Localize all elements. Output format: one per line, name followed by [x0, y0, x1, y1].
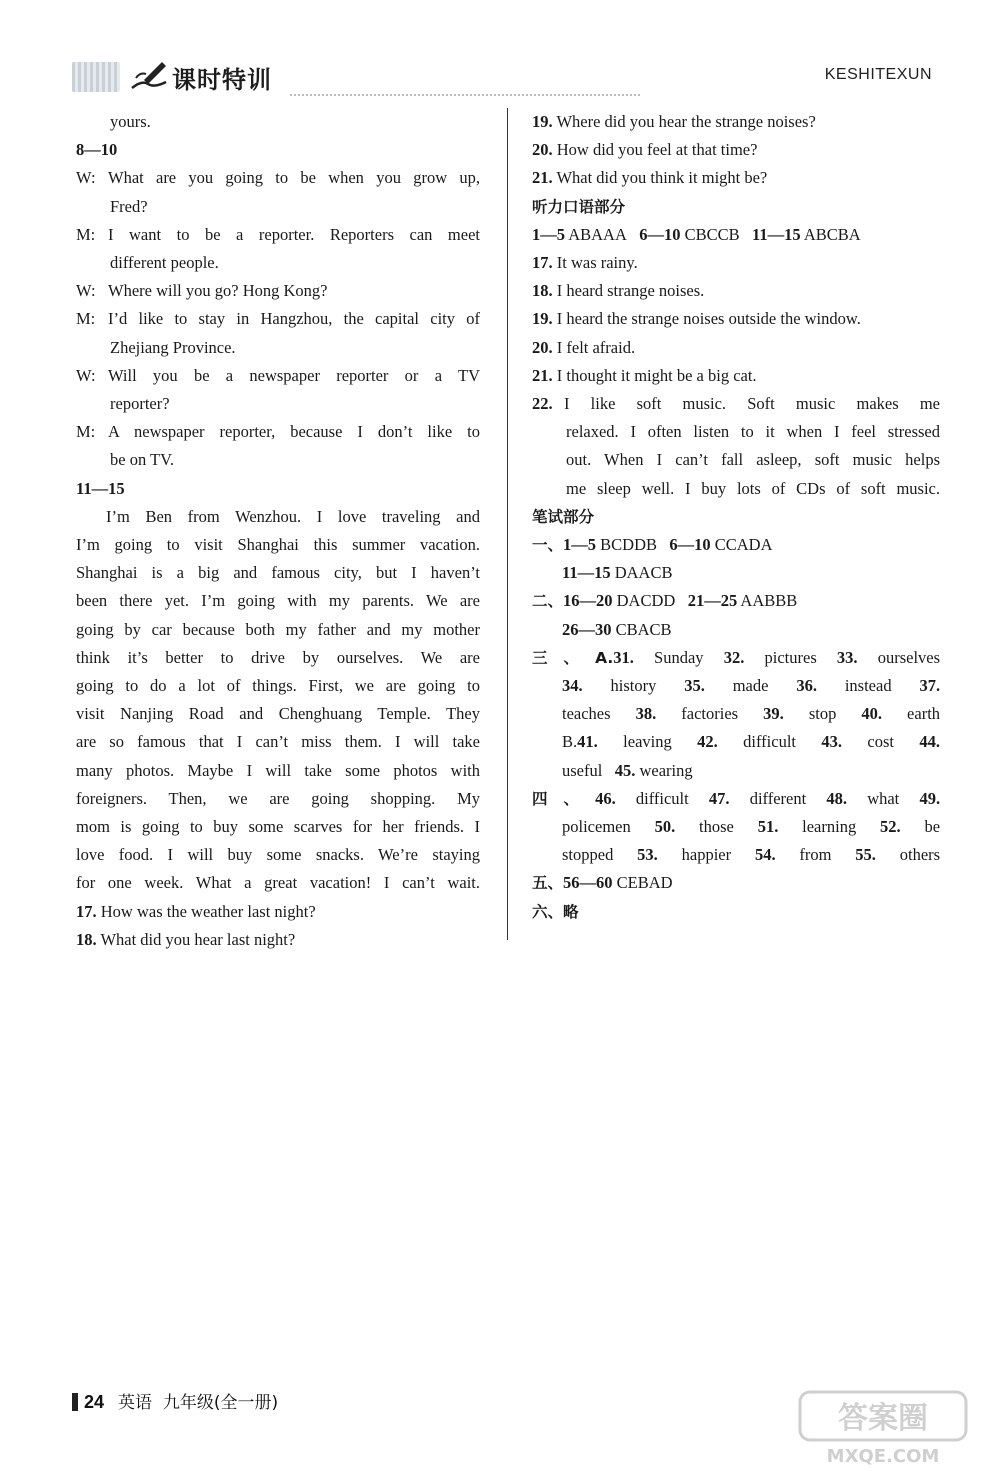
passage-line: foreigners. Then, we are going shopping. My [76, 788, 480, 808]
footer-grade: 九年级(全一册) [162, 1393, 279, 1413]
answer-line: 四、46. difficult 47. different 48. what 49. [532, 788, 940, 808]
passage-line: I’m Ben from Wenzhou. I love traveling and [106, 506, 480, 526]
watermark-text-cn: 答案圈 [838, 1401, 928, 1436]
text-line: yours. [110, 112, 151, 131]
dialogue-continuation: different people. [110, 253, 219, 273]
answer-line: stopped 53. happier 54. from 55. others [562, 845, 940, 865]
dialogue-continuation: Zhejiang Province. [110, 337, 236, 357]
left-column [76, 108, 480, 954]
answer-line: 11—15 DAACB [562, 563, 673, 583]
question-line: 21. What did you think it might be? [532, 168, 768, 188]
answer-line: 34. history 35. made 36. instead 37. [562, 676, 940, 696]
speaker: W: [76, 168, 96, 188]
dialogue-continuation: Fred? [110, 196, 148, 216]
question-line: 17. How was the weather last night? [76, 901, 316, 921]
speaker: M: [76, 224, 96, 244]
pen-icon [128, 58, 170, 92]
brand-subtitle: KESHITEXUN [824, 66, 932, 83]
passage-line: love food. I will buy some snacks. We’re staying [76, 845, 480, 865]
passage-line: think it’s better to drive by ourselves. We are [76, 647, 480, 667]
answer-line: 五、56—60 CEBAD [532, 873, 673, 893]
dialogue-line: M: I want to be a reporter. Reporters can meet [76, 221, 480, 249]
section-heading-listening: 听力口语部分 [532, 197, 626, 216]
answer-line: policemen 50. those 51. learning 52. be [562, 817, 940, 837]
answer-continuation: relaxed. I often listen to it when I feel stressed [566, 422, 940, 442]
column-divider [507, 108, 508, 940]
answer-line: 六、略 [532, 902, 579, 921]
dialogue-line: W: Where will you go? Hong Kong? [76, 277, 480, 305]
page-header [0, 0, 1000, 100]
question-line: 18. What did you hear last night? [76, 929, 296, 949]
speaker: M: [76, 422, 96, 442]
answer-continuation: out. When I can’t fall asleep, soft music helps [566, 450, 940, 470]
passage-line: been there yet. I’m going with my parents. We are [76, 591, 480, 611]
dialogue-continuation: reporter? [110, 394, 170, 414]
footer-bar [72, 1393, 78, 1411]
right-column [532, 108, 940, 926]
question-line: 20. How did you feel at that time? [532, 140, 758, 160]
passage-line: visit Nanjing Road and Chenghuang Temple. They [76, 704, 480, 724]
passage-line: for one week. What a great vacation! I can’t wait. [76, 873, 480, 893]
speaker: W: [76, 365, 96, 385]
answer-line: 二、16—20 DACDD 21—25 AABBB [532, 591, 798, 611]
answer-line: 21. I thought it might be a big cat. [532, 365, 757, 385]
dialogue-line: M: A newspaper reporter, because I don’t like to [76, 418, 480, 446]
brand-logo-pattern [72, 62, 120, 92]
answer-line: 三、A.31. Sunday 32. pictures 33. ourselves [532, 647, 940, 667]
watermark-text-en: MXQE.COM [826, 1446, 940, 1467]
answer-line: 17. It was rainy. [532, 253, 638, 273]
section-heading: 8—10 [76, 140, 118, 160]
dialogue-continuation: be on TV. [110, 450, 175, 470]
answer-continuation: me sleep well. I buy lots of CDs of soft music. [566, 478, 940, 498]
answer-line: 20. I felt afraid. [532, 337, 636, 357]
answer-line: 1—5 ABAAA 6—10 CBCCB 11—15 ABCBA [532, 224, 861, 244]
section-heading: 11—15 [76, 478, 125, 498]
dialogue-line: W: Will you be a newspaper reporter or a TV [76, 362, 480, 390]
question-line: 19. Where did you hear the strange noises? [532, 112, 816, 131]
page-number: 24 [84, 1392, 105, 1412]
brand-title: 课时特训 [172, 66, 272, 94]
footer-subject: 英语 [118, 1393, 153, 1413]
watermark-logo [798, 1390, 968, 1468]
passage-line: Shanghai is a big and famous city, but I haven’t [76, 563, 480, 583]
answer-line: useful 45. wearing [562, 760, 693, 780]
passage-line: are so famous that I can’t miss them. I will take [76, 732, 480, 752]
passage-line: many photos. Maybe I will take some photos with [76, 760, 480, 780]
dialogue-line: M: I’d like to stay in Hangzhou, the capital city of [76, 305, 480, 333]
answer-line: teaches 38. factories 39. stop 40. earth [562, 704, 940, 724]
answer-line: B.41. leaving 42. difficult 43. cost 44. [562, 732, 940, 752]
header-dotted-line [290, 94, 640, 96]
answer-line: 18. I heard strange noises. [532, 281, 705, 301]
answer-line: 一、1—5 BCDDB 6—10 CCADA [532, 535, 773, 555]
speaker: M: [76, 309, 96, 329]
page-footer [72, 1388, 278, 1413]
speaker: W: [76, 281, 96, 301]
passage-line: I’m going to visit Shanghai this summer vacation. [76, 535, 480, 555]
answer-line: 26—30 CBACB [562, 619, 672, 639]
dialogue-line: W: What are you going to be when you grow up, [76, 164, 480, 192]
answer-line: 19. I heard the strange noises outside the window. [532, 309, 861, 329]
passage-line: going to do a lot of things. First, we are going to [76, 676, 480, 696]
section-heading-written: 笔试部分 [532, 507, 595, 526]
passage-line: mom is going to buy some scarves for her friends. I [76, 817, 480, 837]
passage-line: going by car because both my father and my mother [76, 619, 480, 639]
answer-line: 22. I like soft music. Soft music makes me [532, 394, 940, 414]
